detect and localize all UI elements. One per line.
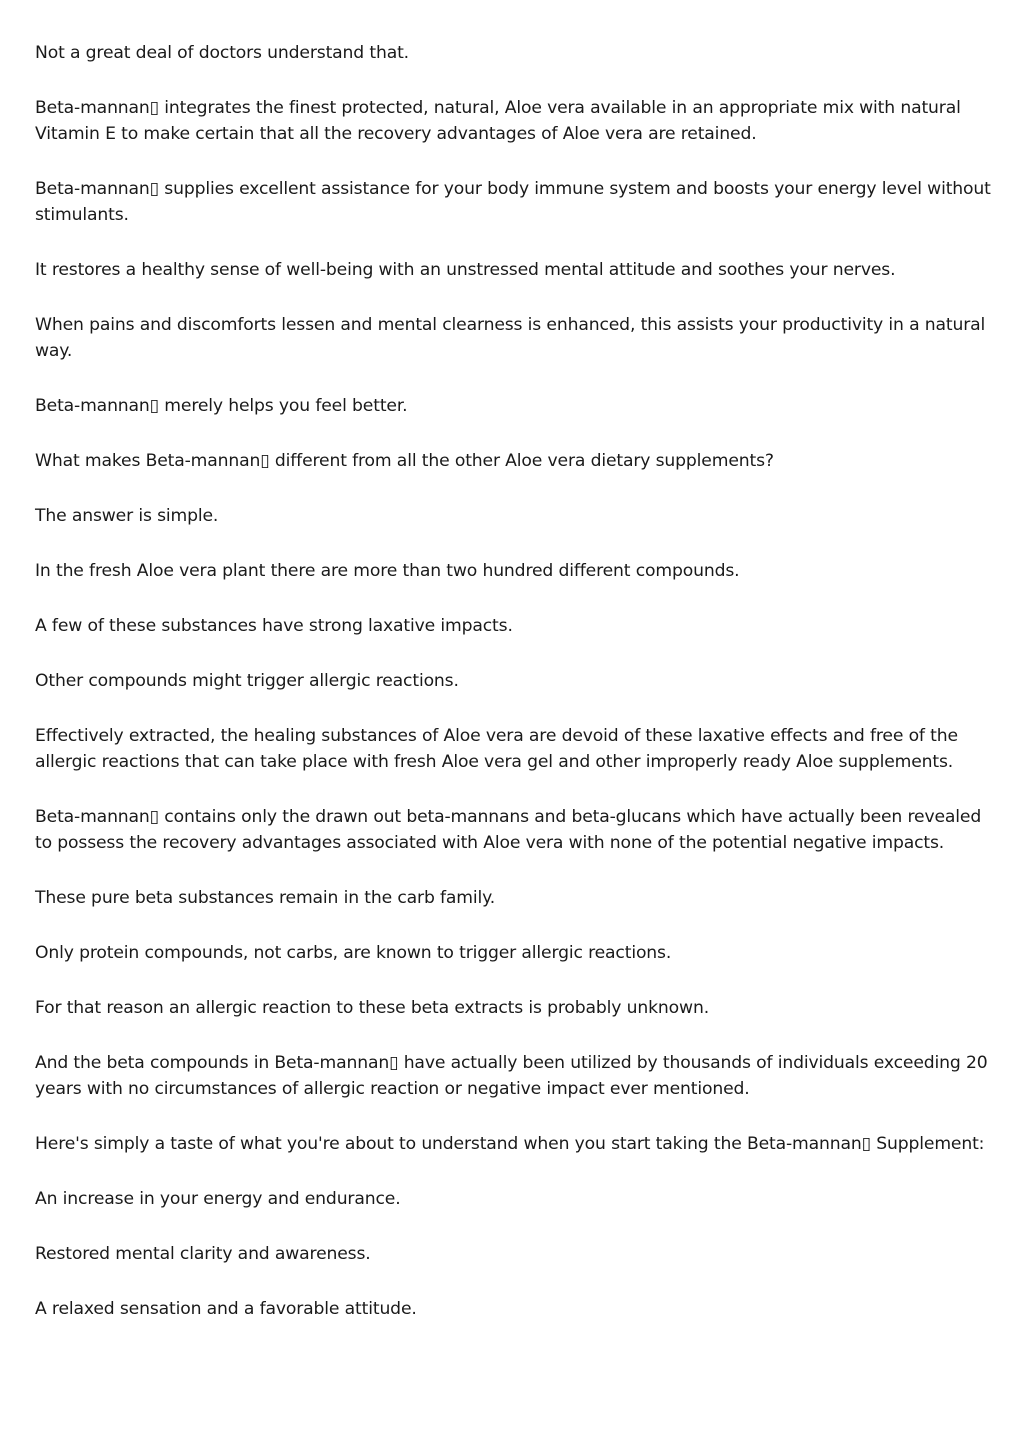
paragraph: Beta-mannan▯ merely helps you feel better. xyxy=(35,396,408,416)
paragraph: Restored mental clarity and awareness. xyxy=(35,1244,371,1264)
paragraph: For that reason an allergic reaction to these beta extracts is probably unknown. xyxy=(35,998,710,1018)
paragraph: Other compounds might trigger allergic reactions. xyxy=(35,671,459,691)
paragraph: When pains and discomforts lessen and mental clearness is enhanced, this assists your productivity in a natural way. xyxy=(35,315,986,361)
document-body xyxy=(35,40,993,1351)
paragraph: And the beta compounds in Beta-mannan▯ have actually been utilized by thousands of individuals exceeding 20 years with no circumstances of allergic reaction or negative impact ever mentioned. xyxy=(35,1053,988,1099)
paragraph: In the fresh Aloe vera plant there are more than two hundred different compounds. xyxy=(35,561,740,581)
paragraph: A few of these substances have strong laxative impacts. xyxy=(35,616,513,636)
paragraph: Beta-mannan▯ contains only the drawn out beta-mannans and beta-glucans which have actually been revealed to possess the recovery advantages associated with Aloe vera with none of the potential negative impacts. xyxy=(35,807,982,853)
paragraph: What makes Beta-mannan▯ different from all the other Aloe vera dietary supplements? xyxy=(35,451,774,471)
paragraph: A relaxed sensation and a favorable attitude. xyxy=(35,1299,417,1319)
paragraph: It restores a healthy sense of well-being with an unstressed mental attitude and soothes your nerves. xyxy=(35,260,896,280)
paragraph: An increase in your energy and endurance. xyxy=(35,1189,401,1209)
paragraph: Effectively extracted, the healing substances of Aloe vera are devoid of these laxative effects and free of the allergic reactions that can take place with fresh Aloe vera gel and other improperly ready Aloe supplements. xyxy=(35,726,958,772)
paragraph: Beta-mannan▯ integrates the finest protected, natural, Aloe vera available in an appropriate mix with natural Vitamin E to make certain that all the recovery advantages of Aloe vera are retained. xyxy=(35,98,961,144)
paragraph: Not a great deal of doctors understand that. xyxy=(35,43,409,63)
paragraph: Here's simply a taste of what you're about to understand when you start taking the Beta-mannan▯ Supplement: xyxy=(35,1134,985,1154)
paragraph: The answer is simple. xyxy=(35,506,219,526)
paragraph: These pure beta substances remain in the carb family. xyxy=(35,888,496,908)
paragraph: Only protein compounds, not carbs, are known to trigger allergic reactions. xyxy=(35,943,672,963)
paragraph: Beta-mannan▯ supplies excellent assistance for your body immune system and boosts your energy level without stimulants. xyxy=(35,179,991,225)
